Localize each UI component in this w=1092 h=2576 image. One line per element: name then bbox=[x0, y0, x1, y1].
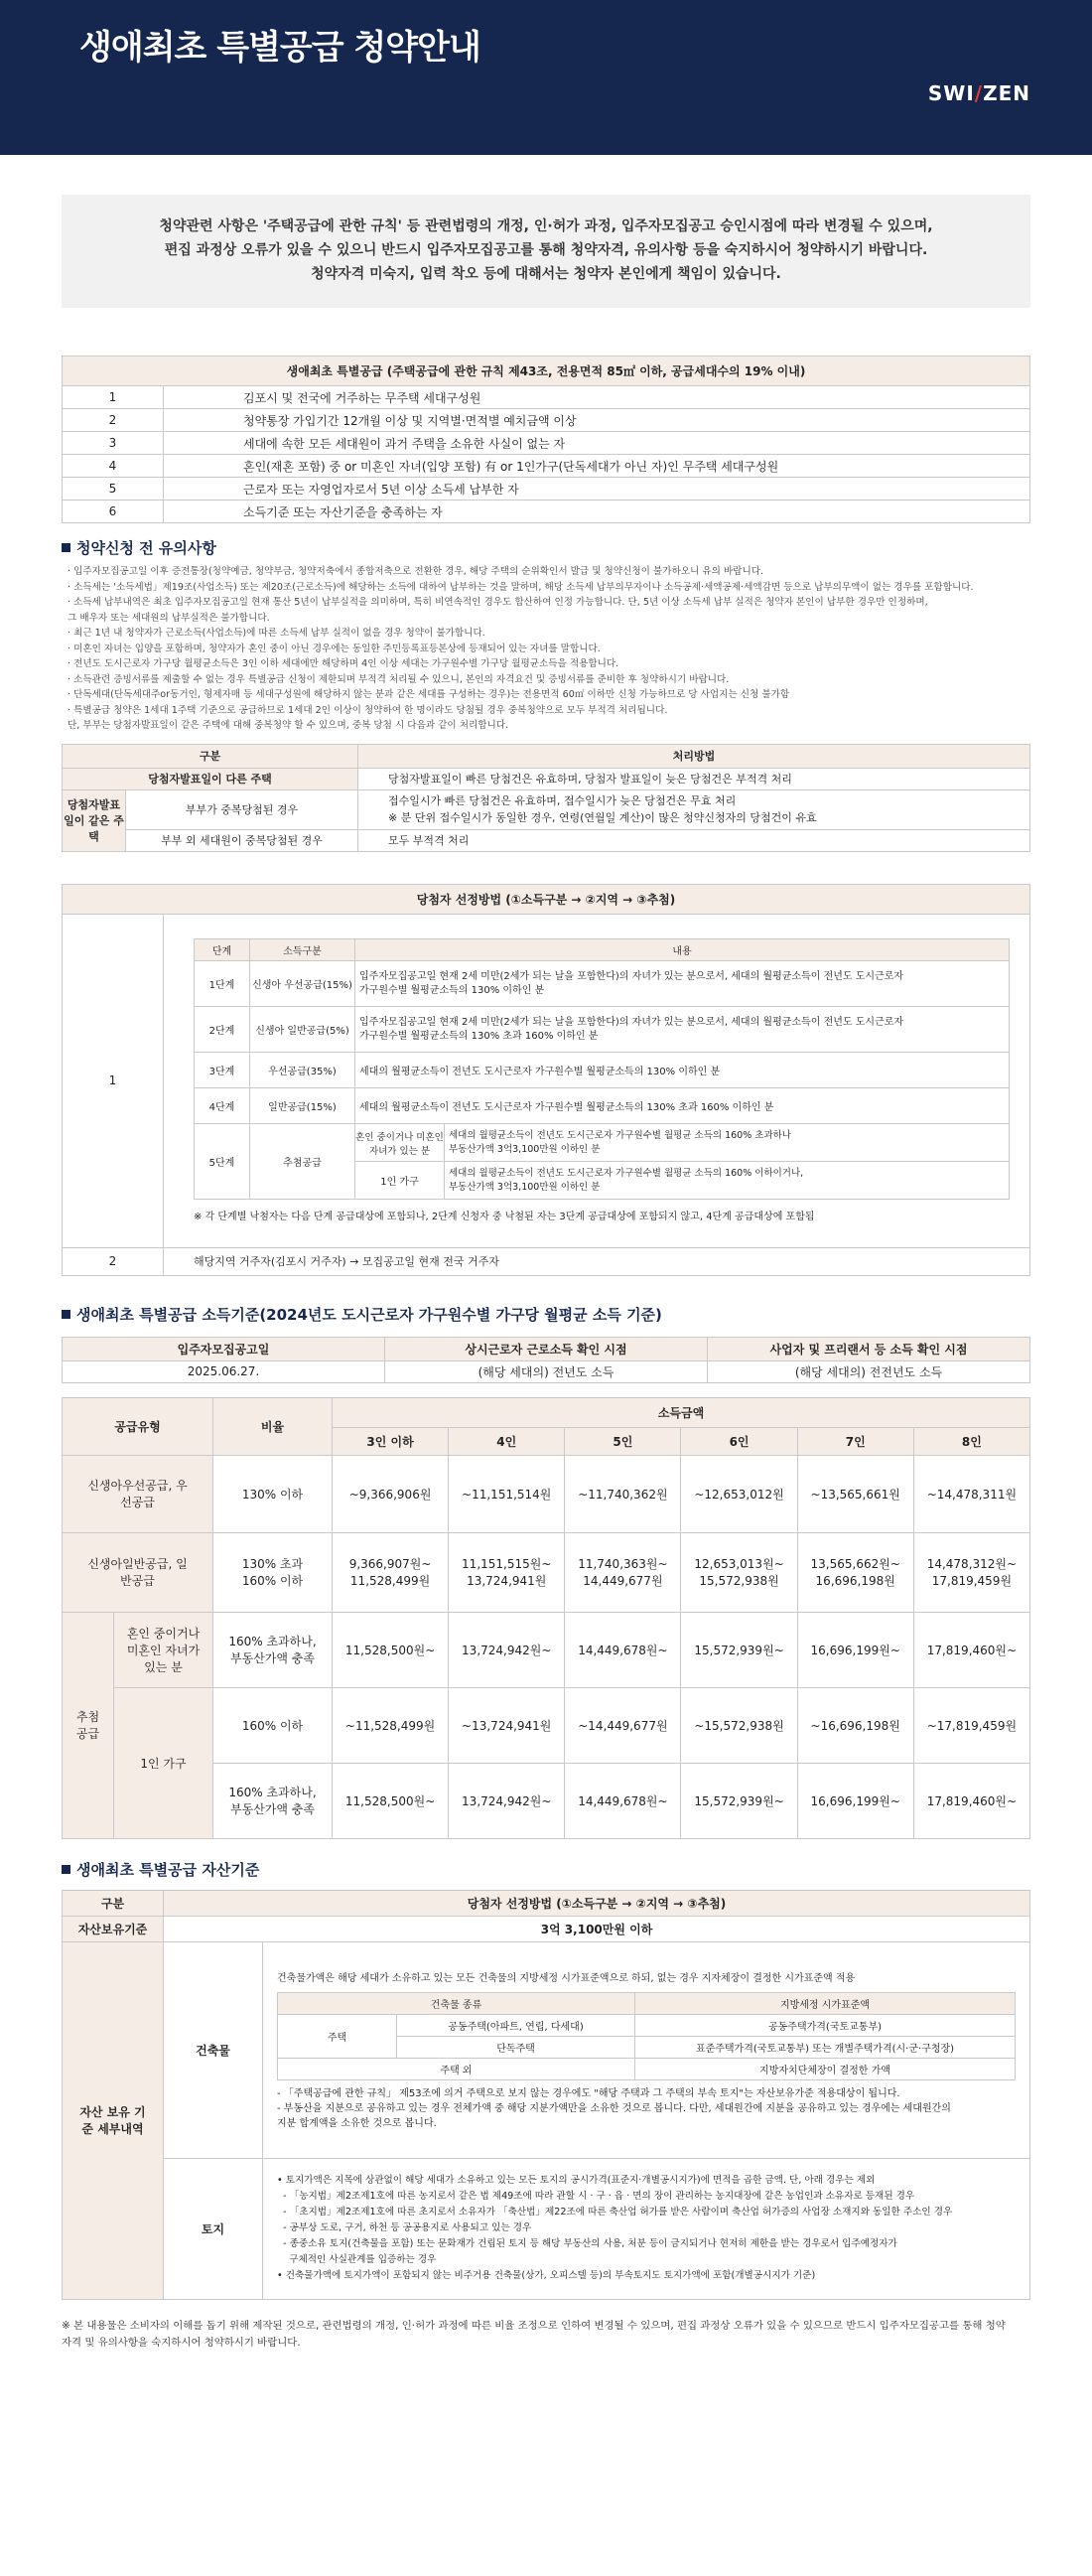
building-type-header: 건축물 종류 bbox=[278, 1992, 635, 2014]
step-text: 가구원수별 월평균소득의 130% 이하인 분 bbox=[359, 984, 545, 996]
building-price: 지방자치단체장이 결정한 가액 bbox=[635, 2058, 1016, 2079]
lottery-sublabel: 1인 가구 bbox=[114, 1687, 213, 1838]
step-text: 입주자모집공고일 현재 2세 미만(2세가 되는 날을 포함한다)의 자녀가 있는 분으로서, 세대의 월평균소득이 전년도 도시근로자 bbox=[359, 970, 904, 982]
notice-line: 편집 과정상 오류가 있을 수 있으니 반드시 입주자모집공고를 통해 청약자격, 유의사항 등을 숙지하시어 청약하시기 바랍니다. bbox=[164, 242, 928, 258]
col-type: 공급유형 bbox=[63, 1397, 213, 1455]
income-amount: ~13,724,941원 bbox=[449, 1687, 565, 1763]
dup-header-category: 구분 bbox=[63, 744, 358, 768]
col-amount: 소득금액 bbox=[333, 1397, 1030, 1427]
qualification-text: 세대에 속한 모든 세대원이 과거 주택을 소유한 사실이 없는 자 bbox=[164, 432, 1030, 455]
income-amount: 14,449,678원~ bbox=[565, 1612, 681, 1687]
land-line: - 「초지법」제2조제1호에 따른 초지로서 소유자가 「축산법」제22조에 따른 축산업 허가를 받은 사람이며 축산업 허가증의 사업장 소재지와 동일한 주소인 경우 bbox=[277, 2207, 953, 2218]
ratio: 160% 초과하나, 부동산가액 충족 bbox=[213, 1763, 333, 1838]
step-text: 입주자모집공고일 현재 2세 미만(2세가 되는 날을 포함한다)의 자녀가 있는 분으로서, 세대의 월평균소득이 전년도 도시근로자 bbox=[359, 1016, 904, 1028]
income-amount: ~15,572,938원 bbox=[681, 1687, 797, 1763]
income-amount: 13,724,942원~ bbox=[449, 1763, 565, 1838]
building-note: - 「주택공급에 관한 규칙」 제53조에 의거 주택으로 보지 않는 경우에도 "해당 주택과 그 주택의 부속 토지"는 자산보유가준 적용대상이 됩니다. bbox=[277, 2087, 900, 2099]
col-persons: 6인 bbox=[681, 1427, 797, 1455]
row-number: 6 bbox=[63, 501, 164, 523]
col-step: 단계 bbox=[195, 939, 250, 961]
income-amount: 13,565,662원~ 16,696,198원 bbox=[797, 1532, 913, 1612]
col-ratio: 비율 bbox=[213, 1397, 333, 1455]
land-label: 토지 bbox=[164, 2158, 263, 2299]
timing-value: (해당 세대의) 전전년도 소득 bbox=[708, 1360, 1030, 1382]
square-bullet-icon bbox=[62, 543, 70, 552]
asset-header: 구분 bbox=[63, 1890, 164, 1916]
qualification-section bbox=[62, 356, 1030, 2352]
step-income: 신생아 우선공급(15%) bbox=[250, 961, 355, 1007]
land-line: - 종중소유 토지(건축물을 포함) 또는 문화재가 건립된 토지 등 해당 부동산의 사용, 처분 등이 금지되거나 현저히 제한을 받는 경우로서 입주예정자가 bbox=[277, 2238, 897, 2249]
income-amount: ~14,478,311원 bbox=[913, 1455, 1029, 1532]
step-income: 신생아 일반공급(5%) bbox=[250, 1007, 355, 1053]
duplicate-winner-table bbox=[62, 744, 1030, 852]
row-number: 3 bbox=[63, 432, 164, 455]
income-title bbox=[62, 1304, 1030, 1325]
brand-logo bbox=[928, 81, 1030, 105]
dup-row-label: 부부가 중복당첨된 경우 bbox=[126, 789, 358, 829]
income-timing-table bbox=[62, 1337, 1030, 1383]
income-amount: 14,478,312원~ 17,819,459원 bbox=[913, 1532, 1029, 1612]
square-bullet-icon bbox=[62, 1310, 70, 1319]
caution-item: · 미혼인 자녀는 입양을 포함하며, 청약자가 혼인 중이 아닌 경우에는 동일한 주민등록표등본상에 등재되어 있는 자녀를 말합니다. bbox=[68, 643, 601, 654]
income-amount-table bbox=[62, 1397, 1030, 1839]
building-label: 건축물 bbox=[164, 1941, 263, 2158]
step5-sublabel: 1인 가구 bbox=[355, 1162, 445, 1200]
step-label: 2단계 bbox=[195, 1007, 250, 1053]
dup-row-text: 모두 부적격 처리 bbox=[358, 829, 1030, 851]
income-title-text: 생애최초 특별공급 소득기준(2024년도 도시근로자 가구원수별 가구당 월평균 소득 기준) bbox=[76, 1305, 662, 1324]
timing-header: 입주자모집공고일 bbox=[63, 1337, 385, 1360]
income-amount: 11,740,363원~ 14,449,677원 bbox=[565, 1532, 681, 1612]
building-type-table bbox=[277, 1992, 1016, 2080]
qualification-text: 혼인(재혼 포함) 중 or 미혼인 자녀(입양 포함) 有 or 1인가구(단독세대가 아닌 자)인 무주택 세대구성원 bbox=[164, 455, 1030, 478]
timing-value: 2025.06.27. bbox=[63, 1360, 385, 1382]
ratio: 130% 초과 160% 이하 bbox=[213, 1532, 333, 1612]
selection-steps-table bbox=[194, 938, 1010, 1200]
row-number: 1 bbox=[63, 914, 164, 1247]
building-intro: 건축물가액은 해당 세대가 소유하고 있는 모든 건축물의 지방세정 시가표준액으로 하되, 없는 경우 지자체장이 결정한 시가표준액 적용 bbox=[277, 1972, 856, 1984]
selection-method-table bbox=[62, 884, 1030, 1276]
dup-row-label: 당첨자발표일이 다른 주택 bbox=[63, 768, 358, 789]
qualification-text: 소득기준 또는 자산기준을 충족하는 자 bbox=[164, 501, 1030, 523]
income-amount: 17,819,460원~ bbox=[913, 1763, 1029, 1838]
caution-item: 그 배우자 또는 세대원의 납부실적은 불가합니다. bbox=[68, 612, 270, 624]
supply-type: 신생아우선공급, 우선공급 bbox=[63, 1455, 213, 1532]
lottery-sublabel: 혼인 중이거나 미혼인 자녀가 있는 분 bbox=[114, 1612, 213, 1687]
step-label: 3단계 bbox=[195, 1053, 250, 1088]
lottery-label: 추첨 공급 bbox=[63, 1612, 114, 1838]
step-income: 일반공급(15%) bbox=[250, 1088, 355, 1124]
caution-item: · 특별공급 청약은 1세대 1주택 기준으로 공급하므로 1세대 2인 이상이 청약하여 한 명이라도 당첨될 경우 중복청약으로 모두 부적격 처리됩니다. bbox=[68, 704, 668, 716]
income-amount: 17,819,460원~ bbox=[913, 1612, 1029, 1687]
income-amount: 9,366,907원~ 11,528,499원 bbox=[333, 1532, 449, 1612]
income-amount: ~16,696,198원 bbox=[797, 1687, 913, 1763]
page-title: 생애최초 특별공급 청약안내 bbox=[79, 28, 480, 68]
asset-detail-label: 자산 보유 기준 세부내역 bbox=[63, 1941, 164, 2299]
land-line: • 건축물가액에 토지가액이 포함되지 않는 비주거용 건축물(상가, 오피스텔 등)의 부속토지도 토지가액에 포함(개별공시지가 기준) bbox=[277, 2270, 816, 2281]
step-text: 세대의 월평균소득이 전년도 도시근로자 가구원수별 월평균 소득의 160% 초과하나 bbox=[449, 1129, 791, 1141]
asset-title bbox=[62, 1859, 1030, 1880]
dup-row-label: 부부 외 세대원이 중복당첨된 경우 bbox=[126, 829, 358, 851]
ratio: 130% 이하 bbox=[213, 1455, 333, 1532]
caution-list bbox=[62, 564, 1030, 734]
notice-line: 청약자격 미숙지, 입력 착오 등에 대해서는 청약자 본인에게 책임이 있습니다. bbox=[311, 266, 781, 282]
col-persons: 3인 이하 bbox=[333, 1427, 449, 1455]
income-amount: ~14,449,677원 bbox=[565, 1687, 681, 1763]
qualification-text: 근로자 또는 자영업자로서 5년 이상 소득세 납부한 자 bbox=[164, 478, 1030, 501]
row-number: 2 bbox=[63, 1247, 164, 1275]
asset-std-value: 3억 3,100만원 이하 bbox=[164, 1916, 1030, 1941]
row-number: 4 bbox=[63, 455, 164, 478]
income-amount: ~11,528,499원 bbox=[333, 1687, 449, 1763]
dup-row-note: ※ 분 단위 접수일시가 동일한 경우, 연령(연월일 계산)이 많은 청약신청자의 당첨건이 유효 bbox=[388, 811, 817, 824]
step-text: 가구원수별 월평균소득의 130% 초과 160% 이하인 분 bbox=[359, 1030, 599, 1042]
caution-title-text: 청약신청 전 유의사항 bbox=[76, 539, 216, 557]
dup-row-text: 접수일시가 빠른 당첨건은 유효하며, 접수일시가 늦은 당첨건은 무효 처리 bbox=[388, 794, 737, 807]
caution-item: · 최근 1년 내 청약자가 근로소득(사업소득)에 따른 소득세 납부 실적이 없을 경우 청약이 불가합니다. bbox=[68, 628, 485, 639]
col-income: 소득구분 bbox=[250, 939, 355, 961]
income-amount: ~12,653,012원 bbox=[681, 1455, 797, 1532]
land-line: • 토지가액은 지목에 상관없이 해당 세대가 소유하고 있는 모든 토지의 공시가격(표준지·개별공시지가)에 면적을 곱한 금액. 단, 아래 경우는 제외 bbox=[277, 2175, 876, 2186]
income-amount: 16,696,199원~ bbox=[797, 1612, 913, 1687]
building-price: 표준주택가격(국토교통부) 또는 개별주택가격(시·군·구청장) bbox=[635, 2036, 1016, 2058]
dup-row-text: 당첨자발표일이 빠른 당첨건은 유효하며, 당첨자 발표일이 늦은 당첨건은 부적격 처리 bbox=[358, 768, 1030, 789]
step-text: 부동산가액 3억3,100만원 이하인 분 bbox=[449, 1181, 601, 1193]
col-persons: 8인 bbox=[913, 1427, 1029, 1455]
row-number: 2 bbox=[63, 409, 164, 432]
dup-group-label: 당첨자발표일이 같은 주택 bbox=[63, 789, 126, 851]
footer-line: ※ 본 내용물은 소비자의 이해를 돕기 위해 제작된 것으로, 관련법령의 개정, 인·허가 과정에 따른 비율 조정으로 인하여 변경될 수 있으며, 편집 과정상 오류가 있을 수 있으므로 반드시 입주자모집공고를 통해 청약 bbox=[62, 2319, 1006, 2332]
income-amount: 15,572,939원~ bbox=[681, 1763, 797, 1838]
timing-value: (해당 세대의) 전년도 소득 bbox=[385, 1360, 708, 1382]
building-type: 주택 bbox=[278, 2014, 397, 2058]
building-note: 지분 합계액을 소유한 것으로 봅니다. bbox=[277, 2117, 437, 2129]
land-line: - 「농지법」제2조제1호에 따른 농지로서 같은 법 제49조에 따라 관할 시 · 구 · 읍 · 면의 장이 관리하는 농지대장에 같은 농업인과 소유자로 등재된 경우 bbox=[277, 2191, 915, 2202]
dup-header-method: 처리방법 bbox=[358, 744, 1030, 768]
footer-line: 자격 및 유의사항을 숙지하시어 청약하시기 바랍니다. bbox=[62, 2336, 301, 2349]
step-label: 1단계 bbox=[195, 961, 250, 1007]
step-text: 세대의 월평균소득이 전년도 도시근로자 가구원수별 월평균소득의 130% 이하인 분 bbox=[355, 1053, 1010, 1088]
caution-item: · 소득세 납부내역은 최초 입주자모집공고일 현재 통산 5년이 납부실적을 의미하며, 특히 비연속적인 경우도 합산하여 인정 가능합니다. 단, 5년 이상 소득세 납부 실적은 청약자 본인이 납부한 경우만 인정하며, bbox=[68, 597, 928, 608]
income-amount: 11,528,500원~ bbox=[333, 1763, 449, 1838]
step-text: 부동산가액 3억3,100만원 이하인 분 bbox=[449, 1143, 601, 1155]
income-amount: 11,528,500원~ bbox=[333, 1612, 449, 1687]
col-persons: 4인 bbox=[449, 1427, 565, 1455]
income-amount: 15,572,939원~ bbox=[681, 1612, 797, 1687]
caution-item: 단, 부부는 당첨자발표일이 같은 주택에 대해 중복청약 할 수 있으며, 중복 당첨 시 다음과 같이 처리합니다. bbox=[68, 720, 509, 731]
col-persons: 7인 bbox=[797, 1427, 913, 1455]
col-persons: 5인 bbox=[565, 1427, 681, 1455]
qualification-table bbox=[62, 356, 1030, 523]
building-price: 공동주택가격(국토교통부) bbox=[635, 2014, 1016, 2036]
income-amount: 16,696,199원~ bbox=[797, 1763, 913, 1838]
step5-sublabel: 혼인 중이거나 미혼인 자녀가 있는 분 bbox=[355, 1124, 445, 1162]
ratio: 160% 이하 bbox=[213, 1687, 333, 1763]
caution-item: · 전년도 도시근로자 가구당 월평균소득은 3인 이하 세대에만 해당하며 4인 이상 세대는 가구원수별 가구당 월평균소득을 적용합니다. bbox=[68, 658, 619, 669]
income-amount: 12,653,013원~ 15,572,938원 bbox=[681, 1532, 797, 1612]
land-line: - 공부상 도로, 구거, 하천 등 공공용지로 사용되고 있는 경우 bbox=[277, 2222, 532, 2233]
row-number: 5 bbox=[63, 478, 164, 501]
building-note: - 부동산을 지분으로 공유하고 있는 경우 전체가액 중 해당 지분가액만을 소유한 것으로 봅니다. 다만, 세대원간에 지분을 공유하고 있는 경우에는 세대원간의 bbox=[277, 2102, 951, 2114]
footer-disclaimer bbox=[62, 2318, 1030, 2352]
land-line: 구체적인 사실관계를 입증하는 경우 bbox=[277, 2254, 437, 2265]
caution-item: · 단독세대(단독세대주or동거인, 형제자매 등 세대구성원에 해당하지 않는 분과 같은 세대를 구성하는 경우)는 전용면적 60㎡ 이하만 신청 가능하므로 당 사업지는 신청 불가함 bbox=[68, 689, 790, 700]
caution-title bbox=[62, 537, 1030, 558]
logo-slash: / bbox=[974, 81, 984, 105]
building-type-header: 지방세정 시가표준액 bbox=[635, 1992, 1016, 2014]
income-amount: 14,449,678원~ bbox=[565, 1763, 681, 1838]
logo-suffix: ZEN bbox=[983, 81, 1030, 105]
step-label: 4단계 bbox=[195, 1088, 250, 1124]
income-amount: ~11,151,514원 bbox=[449, 1455, 565, 1532]
logo-prefix: SWI bbox=[927, 81, 975, 105]
selection-header: 당첨자 선정방법 (①소득구분 → ②지역 → ③추첨) bbox=[63, 884, 1030, 914]
timing-header: 사업자 및 프리랜서 등 소득 확인 시점 bbox=[708, 1337, 1030, 1360]
row-number: 1 bbox=[63, 386, 164, 409]
asset-std-label: 자산보유기준 bbox=[63, 1916, 164, 1941]
qualification-header: 생애최초 특별공급 (주택공급에 관한 규칙 제43조, 전용면적 85㎡ 이하, 공급세대수의 19% 이내) bbox=[63, 357, 1030, 386]
region-priority-text: 해당지역 거주자(김포시 거주자) → 모집공고일 현재 전국 거주자 bbox=[164, 1247, 1030, 1275]
selection-note: ※ 각 단계별 낙첨자는 다음 단계 공급대상에 포함되나, 2단계 신청자 중 낙첨된 자는 3단계 공급대상에 포함되지 않고, 4단계 공급대상에 포함됨 bbox=[194, 1212, 815, 1222]
step-income: 우선공급(35%) bbox=[250, 1053, 355, 1088]
income-amount: ~9,366,906원 bbox=[333, 1455, 449, 1532]
caution-item: · 소득관련 증빙서류를 제출할 수 없는 경우 특별공급 신청이 제한되며 부적격 처리될 수 있으니, 본인의 자격요건 및 증빙서류를 준비한 후 청약하시기 바랍니다. bbox=[68, 673, 730, 685]
col-content: 내용 bbox=[355, 939, 1010, 961]
asset-header: 당첨자 선정방법 (①소득구분 → ②지역 → ③추첨) bbox=[164, 1890, 1030, 1916]
building-subtype: 공동주택(아파트, 연립, 다세대) bbox=[397, 2014, 635, 2036]
step-label: 5단계 bbox=[195, 1124, 250, 1200]
notice-box bbox=[62, 195, 1030, 308]
caution-item: · 소득세는 '소득세법」제19조(사업소득) 또는 제20조(근로소득)에 해당하는 소득에 대하여 납부하는 것을 말하며, 해당 소득세 납부의무자이나 소득공제·세액공제·세액감면 등으로 납부의무액이 없는 경우를 포함합니다. bbox=[68, 581, 974, 593]
asset-table bbox=[62, 1890, 1030, 2300]
qualification-text: 청약통장 가입기간 12개월 이상 및 지역별·면적별 예치금액 이상 bbox=[164, 409, 1030, 432]
income-amount: 13,724,942원~ bbox=[449, 1612, 565, 1687]
notice-line: 청약관련 사항은 '주택공급에 관한 규칙' 등 관련법령의 개정, 인·허가 과정, 입주자모집공고 승인시점에 따라 변경될 수 있으며, bbox=[159, 218, 933, 234]
income-amount: ~11,740,362원 bbox=[565, 1455, 681, 1532]
ratio: 160% 초과하나, 부동산가액 충족 bbox=[213, 1612, 333, 1687]
building-subtype: 단독주택 bbox=[397, 2036, 635, 2058]
step-text: 세대의 월평균소득이 전년도 도시근로자 가구원수별 월평균 소득의 160% 이하이거나, bbox=[449, 1167, 804, 1179]
step-income: 추첨공급 bbox=[250, 1124, 355, 1200]
timing-header: 상시근로자 근로소득 확인 시점 bbox=[385, 1337, 708, 1360]
page-header bbox=[0, 0, 1092, 155]
supply-type: 신생아일반공급, 일반공급 bbox=[63, 1532, 213, 1612]
income-amount: 11,151,515원~ 13,724,941원 bbox=[449, 1532, 565, 1612]
caution-item: · 입주자모집공고일 이후 증전통장(청약예금, 청약부금, 청약저축에서 종합저축으로 전환한 경우, 해당 주택의 순위확인서 발급 및 청약신청이 불가하오니 유의 바랍니다. bbox=[68, 566, 764, 577]
asset-title-text: 생애최초 특별공급 자산기준 bbox=[76, 1860, 260, 1879]
qualification-text: 김포시 및 전국에 거주하는 무주택 세대구성원 bbox=[164, 386, 1030, 409]
step-text: 세대의 월평균소득이 전년도 도시근로자 가구원수별 월평균소득의 130% 초과 160% 이하인 분 bbox=[355, 1088, 1010, 1124]
income-amount: ~13,565,661원 bbox=[797, 1455, 913, 1532]
square-bullet-icon bbox=[62, 1865, 70, 1874]
income-amount: ~17,819,459원 bbox=[913, 1687, 1029, 1763]
building-type: 주택 외 bbox=[278, 2058, 635, 2079]
